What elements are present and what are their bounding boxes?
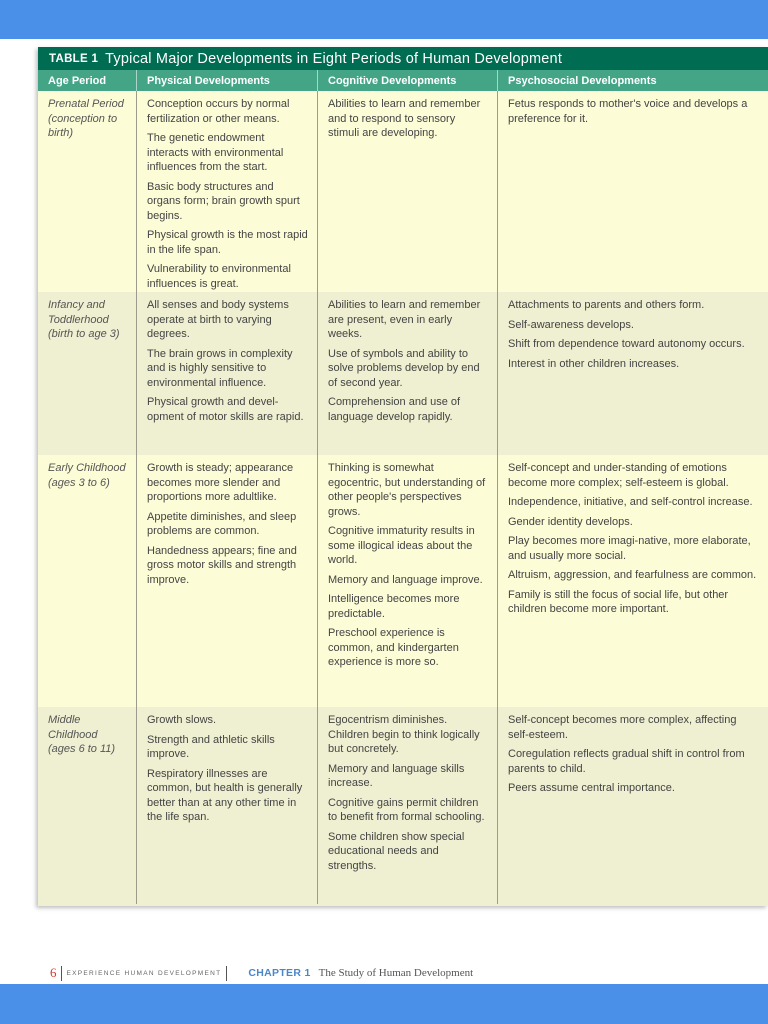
psychosocial-item: Interest in other children increases. <box>508 357 680 370</box>
cognitive-item: Intelligence becomes more predictable. <box>328 593 460 620</box>
psychosocial-cell <box>498 292 768 455</box>
chapter-label: CHAPTER 1 <box>248 967 311 979</box>
cognitive-item: Cognitive immaturity results in some illogical ideas about the world. <box>328 525 475 566</box>
cognitive-item: Comprehension and use of language develop rapidly. <box>328 396 461 423</box>
cognitive-item: Abilities to learn and remember are present, even in early weeks. <box>328 299 481 340</box>
table-row <box>38 91 768 292</box>
psychosocial-item: Peers assume central importance. <box>508 782 675 794</box>
psychosocial-item: Altruism, aggression, and fearfulness are common. <box>508 569 757 581</box>
book-title: EXPERIENCE HUMAN DEVELOPMENT <box>66 969 222 977</box>
psychosocial-item: Shift from dependence toward autonomy occurs. <box>508 338 745 350</box>
psychosocial-cell <box>498 455 768 707</box>
top-color-band <box>0 0 768 39</box>
cognitive-item: Some children show special educational needs and strengths. <box>328 830 465 872</box>
physical-item: Conception occurs by normal fertilization or other means. <box>147 98 290 125</box>
age-period-cell: Middle Childhood (ages 6 to 11) <box>38 707 137 904</box>
cognitive-item: Use of symbols and ability to solve problems develop by end of second year. <box>328 347 480 389</box>
cognitive-cell <box>318 292 498 455</box>
psychosocial-cell <box>498 91 768 292</box>
development-table <box>38 47 768 906</box>
footer-divider <box>61 966 62 981</box>
psychosocial-item: Attachments to parents and others form. <box>508 299 705 311</box>
cognitive-item: Memory and language skills increase. <box>328 762 465 789</box>
header-physical: Physical Developments <box>137 70 318 91</box>
table-body <box>38 91 768 904</box>
physical-item: Strength and athletic skills improve. <box>147 733 275 760</box>
page-footer <box>50 964 750 982</box>
table-header-row <box>38 70 768 91</box>
physical-cell <box>137 91 318 292</box>
table-row <box>38 707 768 904</box>
bottom-color-band <box>0 984 768 1024</box>
physical-item: All senses and body systems operate at birth to varying degrees. <box>147 299 289 340</box>
age-period-cell: Early Childhood (ages 3 to 6) <box>38 455 137 707</box>
physical-item: Handedness appears; fine and gross motor skills and strength improve. <box>147 544 297 586</box>
psychosocial-item: Self-concept and under-standing of emotions become more complex; self-esteem is global. <box>508 462 729 489</box>
physical-item: Vulnerability to environmental influences is great. <box>147 263 291 290</box>
cognitive-item: Preschool experience is common, and kindergarten experience is more so. <box>328 627 459 668</box>
psychosocial-item: Self-awareness develops. <box>508 318 634 331</box>
physical-item: The brain grows in complexity and is highly sensitive to environmental influence. <box>147 347 293 389</box>
table-row <box>38 455 768 707</box>
psychosocial-item: Coregulation reflects gradual shift in control from parents to child. <box>508 748 745 775</box>
physical-cell <box>137 707 318 904</box>
table-title: Typical Major Developments in Eight Periods of Human Development <box>105 50 563 67</box>
psychosocial-item: Gender identity develops. <box>508 515 633 528</box>
physical-item: Respiratory illnesses are common, but health is generally better than at any other time in the life span. <box>147 767 303 823</box>
psychosocial-cell <box>498 707 768 904</box>
cognitive-item: Cognitive gains permit children to benefit from formal schooling. <box>328 796 485 823</box>
psychosocial-item: Play becomes more imagi-native, more elaborate, and usually more social. <box>508 535 751 562</box>
physical-item: The genetic endowment interacts with environmental influences from the start. <box>147 132 284 173</box>
physical-item: Growth slows. <box>147 714 217 726</box>
cognitive-cell <box>318 91 498 292</box>
physical-cell <box>137 292 318 455</box>
physical-item: Physical growth and devel-opment of motor skills are rapid. <box>147 396 304 423</box>
header-age-period: Age Period <box>38 70 137 91</box>
age-period-cell: Prenatal Period (conception to birth) <box>38 91 137 292</box>
header-psychosocial: Psychosocial Developments <box>508 74 657 87</box>
physical-item: Physical growth is the most rapid in the life span. <box>147 229 308 256</box>
cognitive-cell <box>318 455 498 707</box>
psychosocial-item: Self-concept becomes more complex, affecting self-esteem. <box>508 714 737 741</box>
table-row <box>38 292 768 455</box>
psychosocial-item: Fetus responds to mother's voice and develops a preference for it. <box>508 98 748 125</box>
psychosocial-item: Family is still the focus of social life, but other children become more important. <box>508 588 729 615</box>
cognitive-item: Egocentrism diminishes. Children begin to think logically but concretely. <box>328 714 480 755</box>
chapter-title: The Study of Human Development <box>318 967 474 979</box>
page-number: 6 <box>50 965 57 980</box>
cognitive-item: Thinking is somewhat egocentric, but understanding of other people's perspectives grows. <box>328 462 486 518</box>
physical-item: Growth is steady; appearance becomes more slender and proportions more adultlike. <box>147 462 294 503</box>
header-cognitive: Cognitive Developments <box>318 70 498 91</box>
physical-cell <box>137 455 318 707</box>
cognitive-item: Memory and language improve. <box>328 573 483 586</box>
footer-divider <box>226 966 227 981</box>
table-label: TABLE 1 <box>49 52 99 65</box>
table-title-bar <box>38 47 768 70</box>
cognitive-item: Abilities to learn and remember and to respond to sensory stimuli are developing. <box>328 98 481 139</box>
cognitive-cell <box>318 707 498 904</box>
physical-item: Basic body structures and organs form; brain growth spurt begins. <box>147 180 300 222</box>
psychosocial-item: Independence, initiative, and self-control increase. <box>508 496 753 508</box>
age-period-cell: Infancy and Toddlerhood (birth to age 3) <box>38 292 137 455</box>
physical-item: Appetite diminishes, and sleep problems are common. <box>147 510 297 537</box>
